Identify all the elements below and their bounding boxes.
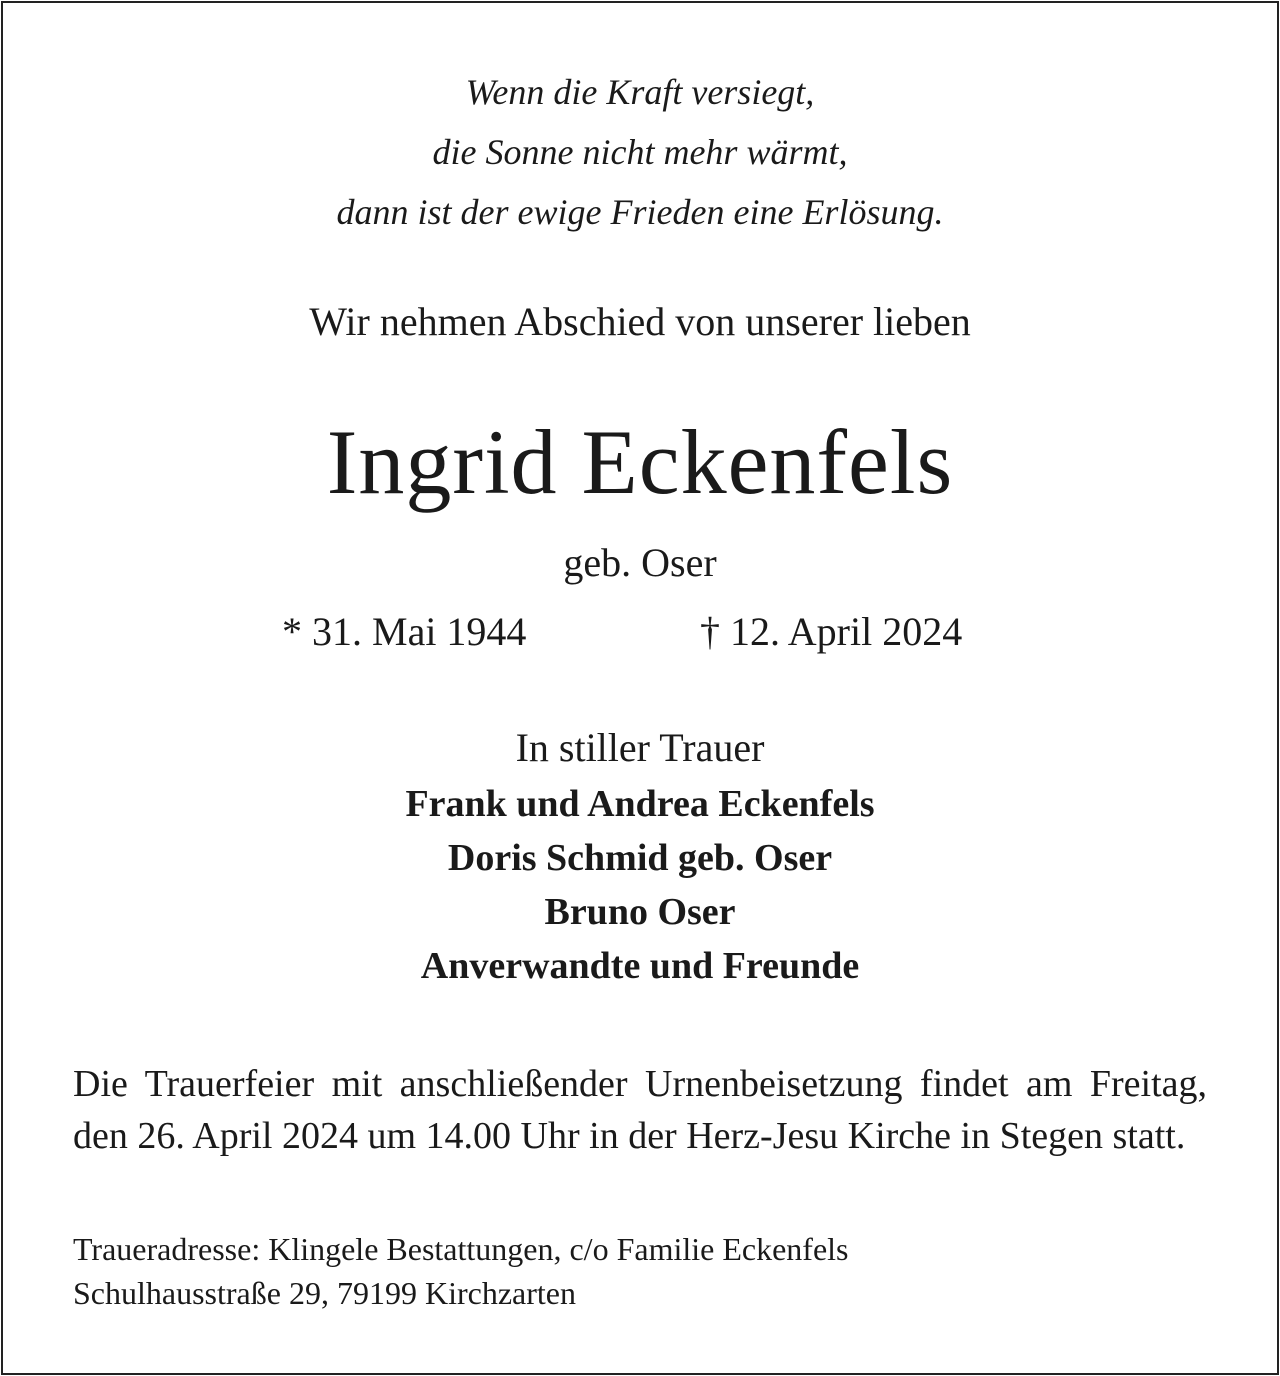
farewell-intro: Wir nehmen Abschied von unserer lieben bbox=[309, 299, 971, 344]
birth-date: * 31. Mai 1944 bbox=[282, 609, 527, 654]
mourner-2: Doris Schmid geb. Oser bbox=[447, 837, 833, 879]
service-details: Die Trauerfeier mit anschließender Urnenbeisetzung findet am Freitag, den 26. April 2024 um 14.00 Uhr in der Herz-Jesu Kirche in Stegen statt. bbox=[73, 1063, 1207, 1157]
poem-line-2: die Sonne nicht mehr wärmt, bbox=[432, 132, 848, 172]
death-date: † 12. April 2024 bbox=[700, 609, 963, 654]
address-line-1: Traueradresse: Klingele Bestattungen, c/o Familie Eckenfels bbox=[73, 1231, 849, 1267]
mourner-4: Anverwandte und Freunde bbox=[420, 945, 860, 987]
birth-name: geb. Oser bbox=[563, 540, 717, 585]
deceased-name: Ingrid Eckenfels bbox=[326, 411, 954, 513]
poem-line-1: Wenn die Kraft versiegt, bbox=[465, 72, 815, 112]
mourning-heading: In stiller Trauer bbox=[515, 725, 765, 770]
mourner-1: Frank und Andrea Eckenfels bbox=[405, 783, 875, 825]
mourner-3: Bruno Oser bbox=[544, 891, 736, 933]
poem-line-3: dann ist der ewige Frieden eine Erlösung. bbox=[336, 192, 944, 232]
address-line-2: Schulhausstraße 29, 79199 Kirchzarten bbox=[73, 1275, 576, 1311]
